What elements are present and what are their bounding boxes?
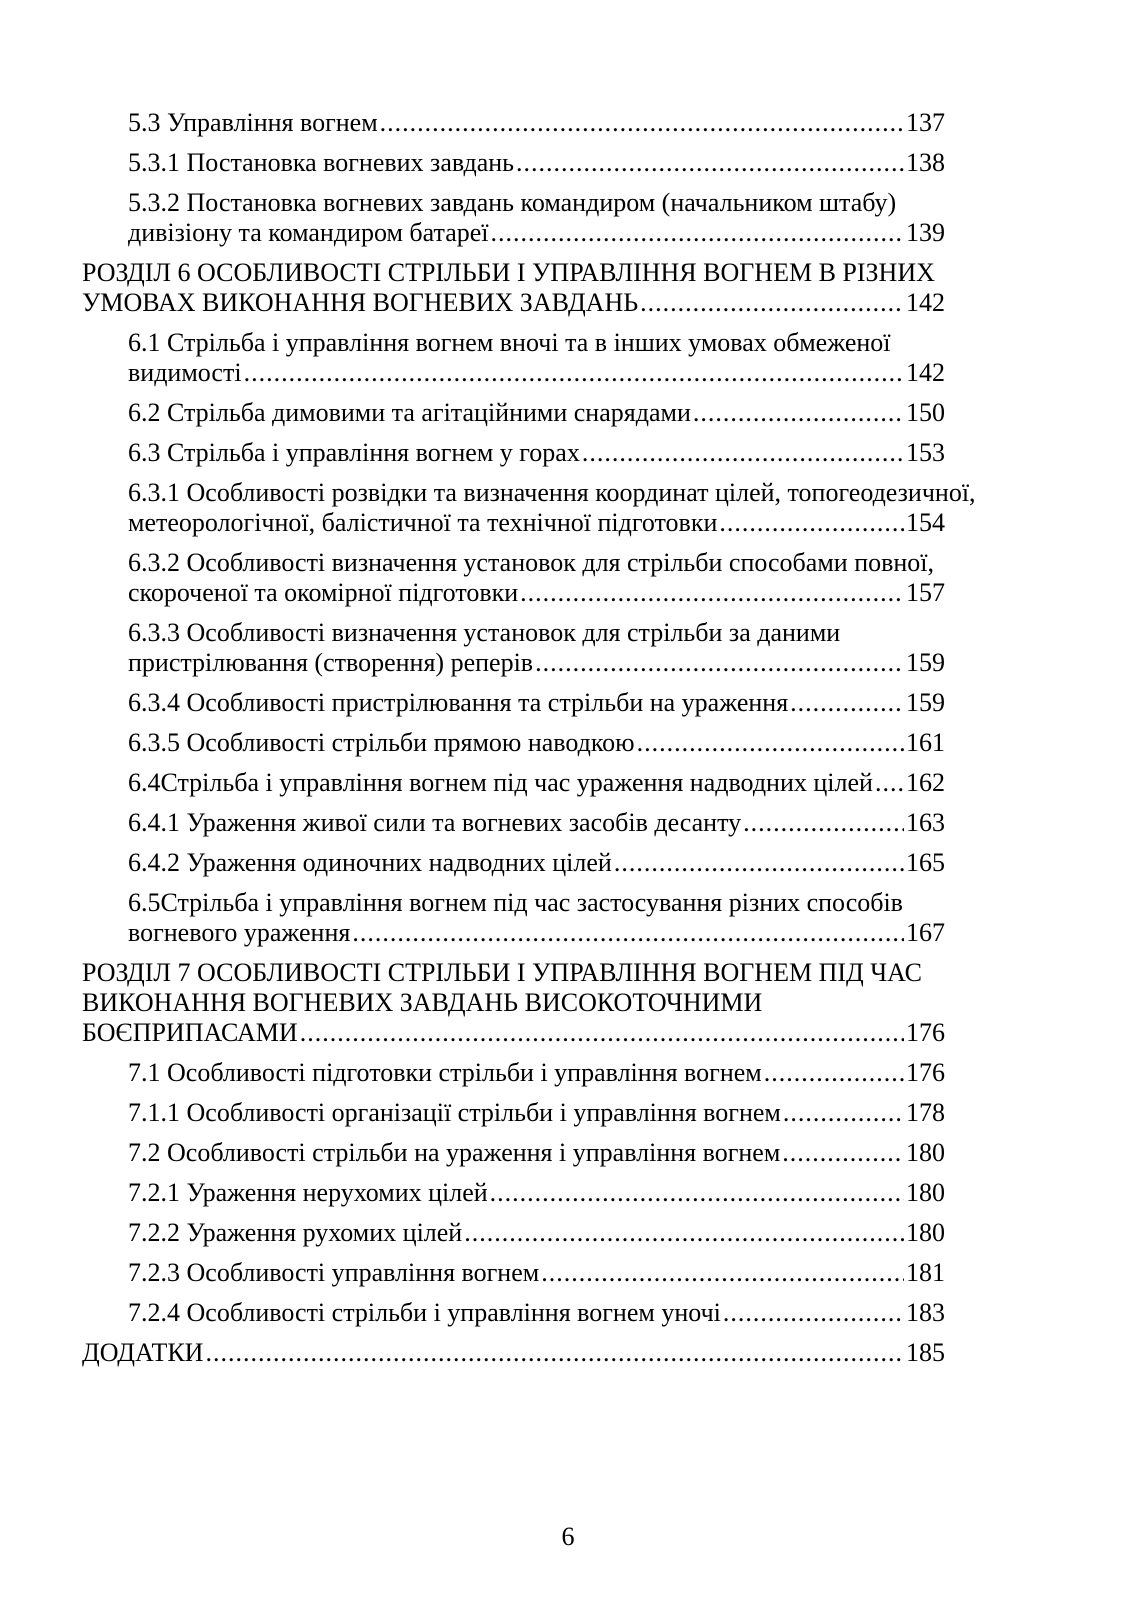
toc-entry-title: 7.2.4 Особливості стрільби і управління вогнем уночі [128, 1298, 721, 1327]
toc-entry-title: дивізіону та командиром батареї [128, 218, 489, 247]
toc-page-number: 165 [906, 848, 945, 877]
toc-page-number: 181 [906, 1258, 945, 1287]
dot-leader [516, 148, 904, 178]
toc-entry-title: УМОВАХ ВИКОНАННЯ ВОГНЕВИХ ЗАВДАНЬ [82, 288, 639, 317]
toc-entry-leader-line [128, 808, 945, 838]
toc-entry-title-line: 6.3.1 Особливості розвідки та визначення координат цілей, топогеодезичної, [128, 478, 976, 507]
dot-leader [582, 438, 904, 468]
dot-leader [352, 918, 904, 948]
toc-entry-leader-line [128, 1218, 945, 1248]
toc-entry-leader-line [128, 1098, 945, 1128]
dot-leader [464, 1218, 904, 1248]
dot-leader [640, 288, 904, 318]
toc-section-entry [0, 618, 945, 678]
toc-entry-title-line: РОЗДІЛ 7 ОСОБЛИВОСТІ СТРІЛЬБИ І УПРАВЛІННЯ ВОГНЕМ ПІД ЧАС [82, 958, 922, 987]
toc-entry-leader-line [128, 218, 945, 248]
toc-section-entry [0, 848, 945, 878]
toc-chapter-entry [0, 258, 945, 318]
toc-section-entry [0, 728, 945, 758]
dot-leader [380, 108, 904, 138]
toc-entry-title: пристрілювання (створення) реперів [128, 648, 534, 677]
dot-leader [719, 508, 904, 538]
toc-page-number: 178 [906, 1098, 945, 1127]
toc-section-entry [0, 888, 945, 948]
toc-page-number: 161 [906, 728, 945, 757]
toc-chapter-entry [0, 958, 945, 1048]
dot-leader [723, 1298, 904, 1328]
toc-entry-leader-line [128, 148, 945, 178]
toc-page-number: 159 [906, 648, 945, 677]
toc-entry-title: 7.2.2 Ураження рухомих цілей [128, 1218, 463, 1247]
toc-entry-leader-line [128, 688, 945, 718]
toc-entry-title: 5.3.1 Постановка вогневих завдань [128, 148, 515, 177]
toc-entry-leader-line [128, 358, 945, 388]
toc-entry-leader-line [128, 1058, 945, 1088]
toc-page-number: 142 [906, 358, 945, 387]
dot-leader [535, 648, 904, 678]
dot-leader [520, 578, 904, 608]
toc-page-number: 157 [906, 578, 945, 607]
toc-entry-title: видимості [128, 358, 242, 387]
toc-entry-leader-line [128, 108, 945, 138]
toc-entry-title: вогневого ураження [128, 918, 351, 947]
toc-entry-title: скороченої та окомірної підготовки [128, 578, 519, 607]
toc-entry-title: 5.3 Управління вогнем [128, 108, 378, 137]
toc-page-number: 167 [906, 918, 945, 947]
toc-page-number: 185 [906, 1338, 945, 1367]
dot-leader [614, 848, 904, 878]
toc-entry-leader-line [128, 648, 945, 678]
toc-entry-leader-line [128, 918, 945, 948]
toc-section-entry [0, 768, 945, 798]
table-of-contents [0, 108, 1136, 1378]
toc-entry-title-line: 6.5Стрільба і управління вогнем під час застосування різних способів [128, 888, 903, 917]
toc-section-entry [0, 548, 945, 608]
toc-entry-leader-line [128, 1298, 945, 1328]
dot-leader [205, 1338, 904, 1368]
toc-section-entry [0, 108, 945, 138]
toc-section-entry [0, 1058, 945, 1088]
toc-entry-leader-line [128, 578, 945, 608]
toc-entry-title-line: 6.1 Стрільба і управління вогнем вночі та в інших умовах обмеженої [128, 328, 891, 357]
toc-entry-title-line: РОЗДІЛ 6 ОСОБЛИВОСТІ СТРІЛЬБИ І УПРАВЛІННЯ ВОГНЕМ В РІЗНИХ [82, 258, 935, 287]
toc-entry-leader-line [128, 1178, 945, 1208]
toc-entry-title: БОЄПРИПАСАМИ [82, 1018, 298, 1047]
dot-leader [743, 808, 904, 838]
toc-section-entry [0, 1178, 945, 1208]
toc-entry-leader-line [128, 728, 945, 758]
dot-leader [300, 1018, 904, 1048]
toc-entry-title: 6.4Стрільба і управління вогнем під час ураження надводних цілей [128, 768, 873, 797]
dot-leader [783, 1098, 904, 1128]
toc-section-entry [0, 1218, 945, 1248]
dot-leader [244, 358, 904, 388]
toc-entry-title: 6.3.4 Особливості пристрілювання та стрільби на ураження [128, 688, 789, 717]
toc-entry-title: метеорологічної, балістичної та технічної підготовки [128, 508, 718, 537]
toc-entry-title-line: 6.3.3 Особливості визначення установок для стрільби за даними [128, 618, 841, 647]
dot-leader [782, 1138, 904, 1168]
toc-page-number: 159 [906, 688, 945, 717]
toc-page-number: 139 [906, 218, 945, 247]
toc-entry-leader-line [128, 1258, 945, 1288]
toc-page-number: 153 [906, 438, 945, 467]
toc-entry-title: 7.1 Особливості підготовки стрільби і управління вогнем [128, 1058, 762, 1087]
toc-entry-leader-line [128, 1138, 945, 1168]
toc-entry-title-line: 6.3.2 Особливості визначення установок для стрільби способами повної, [128, 548, 935, 577]
dot-leader [491, 218, 905, 248]
toc-page-number: 154 [906, 508, 945, 537]
toc-entry-leader-line [128, 848, 945, 878]
toc-section-entry [0, 328, 945, 388]
toc-page-number: 137 [906, 108, 945, 137]
toc-entry-leader-line [82, 1338, 945, 1368]
dot-leader [790, 688, 904, 718]
toc-section-entry [0, 148, 945, 178]
dot-leader [490, 1178, 904, 1208]
toc-entry-title: 6.3.5 Особливості стрільби прямою наводкою [128, 728, 635, 757]
toc-entry-title-line: 5.3.2 Постановка вогневих завдань командиром (начальником штабу) [128, 188, 897, 217]
toc-section-entry [0, 478, 976, 538]
toc-page-number: 183 [906, 1298, 945, 1327]
page-number: 6 [561, 1522, 575, 1551]
toc-page-number: 138 [906, 148, 945, 177]
toc-entry-leader-line [128, 768, 945, 798]
toc-page-number: 163 [906, 808, 945, 837]
toc-page-number: 176 [906, 1058, 945, 1087]
toc-entry-title-line: ВИКОНАННЯ ВОГНЕВИХ ЗАВДАНЬ ВИСОКОТОЧНИМИ [82, 988, 763, 1017]
toc-section-entry [0, 1298, 945, 1328]
toc-page-number: 142 [906, 288, 945, 317]
toc-entry-title: 6.4.2 Ураження одиночних надводних цілей [128, 848, 612, 877]
dot-leader [637, 728, 904, 758]
toc-entry-leader-line [82, 1018, 945, 1048]
toc-section-entry [0, 688, 945, 718]
toc-entry-title: 7.2.3 Особливості управління вогнем [128, 1258, 540, 1287]
toc-section-entry [0, 188, 945, 248]
toc-page-number: 180 [906, 1138, 945, 1167]
toc-page-number: 176 [906, 1018, 945, 1047]
toc-section-entry [0, 1258, 945, 1288]
toc-page-number: 162 [906, 768, 945, 797]
toc-entry-title: 7.1.1 Особливості організації стрільби і управління вогнем [128, 1098, 781, 1127]
toc-entry-title: 7.2.1 Ураження нерухомих цілей [128, 1178, 488, 1207]
toc-chapter-entry [0, 1338, 945, 1368]
toc-page-number: 180 [906, 1218, 945, 1247]
toc-entry-title: ДОДАТКИ [82, 1338, 204, 1367]
toc-section-entry [0, 1138, 945, 1168]
toc-page-number: 180 [906, 1178, 945, 1207]
dot-leader [875, 768, 904, 798]
toc-entry-leader-line [128, 398, 945, 428]
toc-page-number: 150 [906, 398, 945, 427]
toc-entry-title: 7.2 Особливості стрільби на ураження і управління вогнем [128, 1138, 781, 1167]
toc-entry-leader-line [82, 288, 945, 318]
toc-entry-leader-line [128, 438, 945, 468]
dot-leader [541, 1258, 904, 1288]
toc-section-entry [0, 808, 945, 838]
toc-section-entry [0, 398, 945, 428]
dot-leader [764, 1058, 904, 1088]
toc-entry-title: 6.2 Стрільба димовими та агітаційними снарядами [128, 398, 691, 427]
toc-section-entry [0, 438, 945, 468]
toc-section-entry [0, 1098, 945, 1128]
toc-entry-title: 6.3 Стрільба і управління вогнем у горах [128, 438, 580, 467]
toc-entry-title: 6.4.1 Ураження живої сили та вогневих засобів десанту [128, 808, 742, 837]
dot-leader [693, 398, 904, 428]
toc-entry-leader-line [128, 508, 945, 538]
